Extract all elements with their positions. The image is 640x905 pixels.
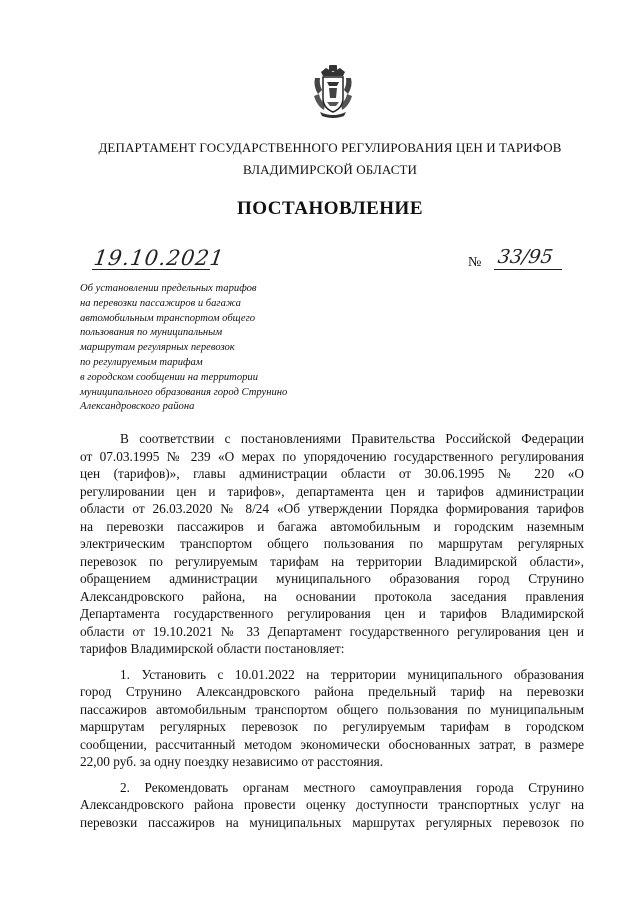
body-line: 2. Рекомендовать органам местного самоуправления города Струнино bbox=[120, 779, 584, 795]
document-date bbox=[92, 246, 226, 270]
body-line: пассажиров автомобильным транспортом общего пользования по муниципальным bbox=[80, 701, 584, 717]
document-body bbox=[80, 430, 584, 831]
subject-line: маршрутам регулярных перевозок bbox=[80, 342, 235, 354]
paragraph-item-1 bbox=[80, 666, 584, 771]
subject-line: Об установлении предельных тарифов bbox=[80, 283, 257, 294]
subject-line: на перевозки пассажиров и багажа bbox=[80, 297, 241, 309]
paragraph-item-2 bbox=[80, 779, 584, 832]
body-line: цен (тарифов)», главы администрации области от 30.06.1995 № 220 «О bbox=[80, 466, 584, 481]
document-date-value: 19.10.2021 bbox=[92, 246, 226, 270]
subject-line: автомобильным транспортом общего bbox=[80, 312, 256, 324]
paragraph-preamble bbox=[80, 430, 584, 658]
body-line: области от 19.10.2021 № 33 Департамент государственного регулирования цен и bbox=[80, 623, 584, 639]
body-line: 22,00 руб. за одну поездку независимо от расстояния. bbox=[80, 754, 384, 769]
subject-line: по регулируемым тарифам bbox=[80, 356, 203, 368]
document-title: ПОСТАНОВЛЕНИЕ bbox=[236, 198, 424, 219]
number-sign: № bbox=[468, 255, 482, 270]
body-line: перевозок по регулируемым тарифам на территории Владимирской области», bbox=[80, 553, 584, 569]
document-number-value: 33/95 bbox=[496, 246, 555, 268]
body-line: 1. Установить с 10.01.2022 на территории муниципального образования bbox=[120, 666, 584, 682]
department-name: ДЕПАРТАМЕНТ ГОСУДАРСТВЕННОГО РЕГУЛИРОВАНИЯ ЦЕН И ТАРИФОВ bbox=[98, 140, 562, 155]
number-underline bbox=[494, 269, 562, 270]
body-line: перевозки пассажиров на муниципальных маршрутах регулярных перевозок по bbox=[80, 814, 584, 830]
body-line: Департамента государственного регулирования цен и тарифов Владимирской bbox=[80, 606, 584, 621]
body-line: тарифов Владимирской области постановляет: bbox=[80, 641, 345, 656]
body-line: сообщении, рассчитанный методом экономически обоснованных затрат, в размере bbox=[80, 736, 584, 752]
department-region: ВЛАДИМИРСКОЙ ОБЛАСТИ bbox=[242, 162, 418, 177]
body-line: маршрутам регулярных перевозок по регулируемым тарифам в городском bbox=[80, 719, 584, 734]
body-line: от 07.03.1995 № 239 «О мерах по упорядочению государственного регулирования bbox=[80, 448, 584, 464]
body-line: В соответствии с постановлениями Правительства Российской Федерации bbox=[120, 431, 584, 446]
date-underline bbox=[92, 269, 210, 270]
document-number bbox=[494, 246, 562, 270]
document-subject bbox=[80, 282, 320, 415]
body-line: Александровского района, на основании протокола заседания правления bbox=[80, 588, 584, 604]
body-line: области от 26.03.2020 № 8/24 «Об утверждении Порядка формирования тарифов bbox=[80, 501, 584, 516]
subject-line: пользования по муниципальным bbox=[80, 327, 223, 339]
subject-line: муниципального образования город Струнино bbox=[80, 386, 288, 398]
subject-line: в городском сообщении на территории bbox=[80, 371, 259, 383]
body-line: электрическим транспортом общего пользования по маршрутам регулярных bbox=[80, 536, 584, 551]
body-line: город Струнино Александровского района предельный тариф на перевозки bbox=[80, 684, 584, 699]
coat-of-arms-icon bbox=[312, 64, 354, 120]
body-line: на перевозки пассажиров и багажа автомобильным и городским наземным bbox=[80, 518, 584, 534]
subject-line: Александровского района bbox=[80, 401, 195, 413]
body-line: Александровского района провести оценку доступности транспортных услуг на bbox=[80, 797, 584, 812]
body-line: обращением администрации муниципального образования город Струнино bbox=[80, 571, 584, 586]
body-line: регулировании цен и тарифов», департамента цен и тарифов администрации bbox=[80, 483, 584, 499]
